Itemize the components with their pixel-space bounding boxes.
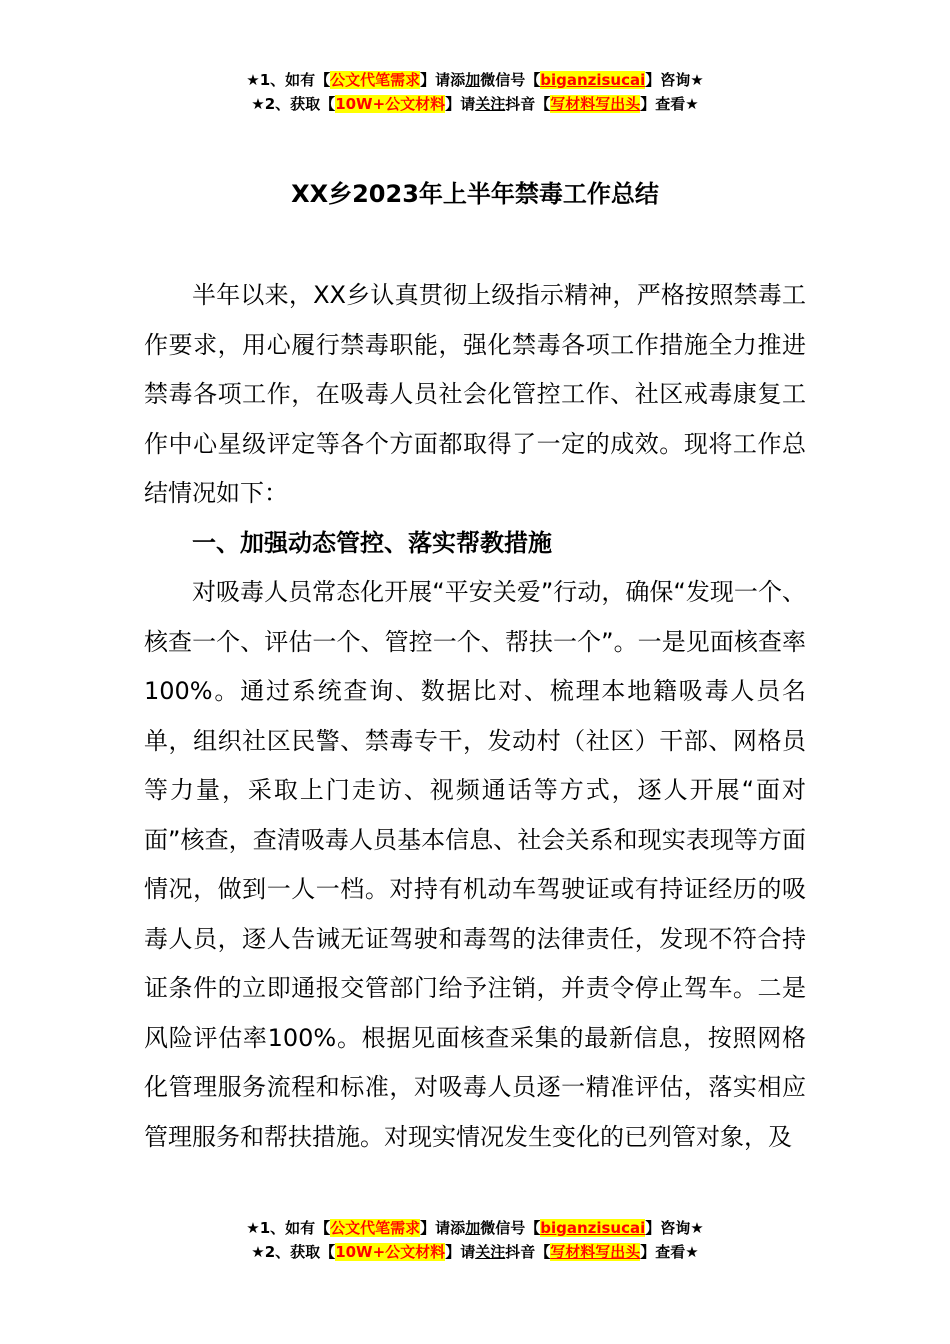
promo-text: ★2、获取【 [251,1243,336,1261]
promo-text: 微信号【 [480,71,541,89]
promo-text: ★1、如有【 [246,1219,331,1237]
promo-line-2 [0,1240,950,1264]
promo-line-1 [0,68,950,92]
promo-text: ★2、获取【 [251,95,336,113]
promo-line-2 [0,92,950,116]
promo-highlight: 写材料写出头 [550,1243,641,1261]
intro-paragraph: 半年以来，XX乡认真贯彻上级指示精神，严格按照禁毒工作要求，用心履行禁毒职能，强化禁毒各项工作措施全力推进禁毒各项工作，在吸毒人员社会化管控工作、社区戒毒康复工作中心星级评定等各个方面都取得了一定的成效。现将工作总结情况如下： [144,281,806,507]
promo-text: 】查看★ [640,95,699,113]
promo-highlight: 公文代笔需求 [330,71,421,89]
promo-text: 】请添 [420,71,466,89]
promo-text: 】请 [445,1243,476,1261]
promo-emphasis: 关注 [475,1243,506,1261]
promo-highlight: biganzisucai [540,71,646,89]
promo-text: ★1、如有【 [246,71,331,89]
promo-text: 微信号【 [480,1219,541,1237]
promo-highlight: 10W+公文材料 [335,1243,446,1261]
promo-highlight: 公文代笔需求 [330,1219,421,1237]
promo-text: 抖音【 [505,95,551,113]
promo-highlight: biganzisucai [540,1219,646,1237]
promo-banner-top [0,68,950,116]
promo-emphasis: 加 [465,71,481,89]
document-title: XX乡2023年上半年禁毒工作总结 [291,180,659,208]
promo-text: 】请 [445,95,476,113]
promo-text: 】咨询★ [645,71,704,89]
promo-line-1 [0,1216,950,1240]
promo-text: 】查看★ [640,1243,699,1261]
promo-highlight: 写材料写出头 [550,95,641,113]
promo-text: 】请添 [420,1219,466,1237]
section-paragraph: 对吸毒人员常态化开展“平安关爱”行动，确保“发现一个、核查一个、评估一个、管控一个、帮扶一个”。一是见面核查率100%。通过系统查询、数据比对、梳理本地籍吸毒人员名单，组织社区民警、禁毒专干，发动村（社区）干部、网格员等力量，采取上门走访、视频通话等方式，逐人开展“面对面”核查，查清吸毒人员基本信息、社会关系和现实表现等方面情况，做到一人一档。对持有机动车驾驶证或有持证经历的吸毒人员，逐人告诫无证驾驶和毒驾的法律责任，发现不符合持证条件的立即通报交管部门给予注销，并责令停止驾车。二是风险评估率100%。根据见面核查采集的最新信息，按照网格化管理服务流程和标准，对吸毒人员逐一精准评估，落实相应管理服务和帮扶措施。对现实情况发生变化的已列管对象，及 [144,578,806,1151]
promo-highlight: 10W+公文材料 [335,95,446,113]
document-body [144,271,806,1162]
promo-text: 】咨询★ [645,1219,704,1237]
promo-banner-bottom [0,1216,950,1264]
promo-emphasis: 关注 [475,95,506,113]
promo-text: 抖音【 [505,1243,551,1261]
section-heading: 一、加强动态管控、落实帮教措施 [192,528,552,557]
promo-emphasis: 加 [465,1219,481,1237]
